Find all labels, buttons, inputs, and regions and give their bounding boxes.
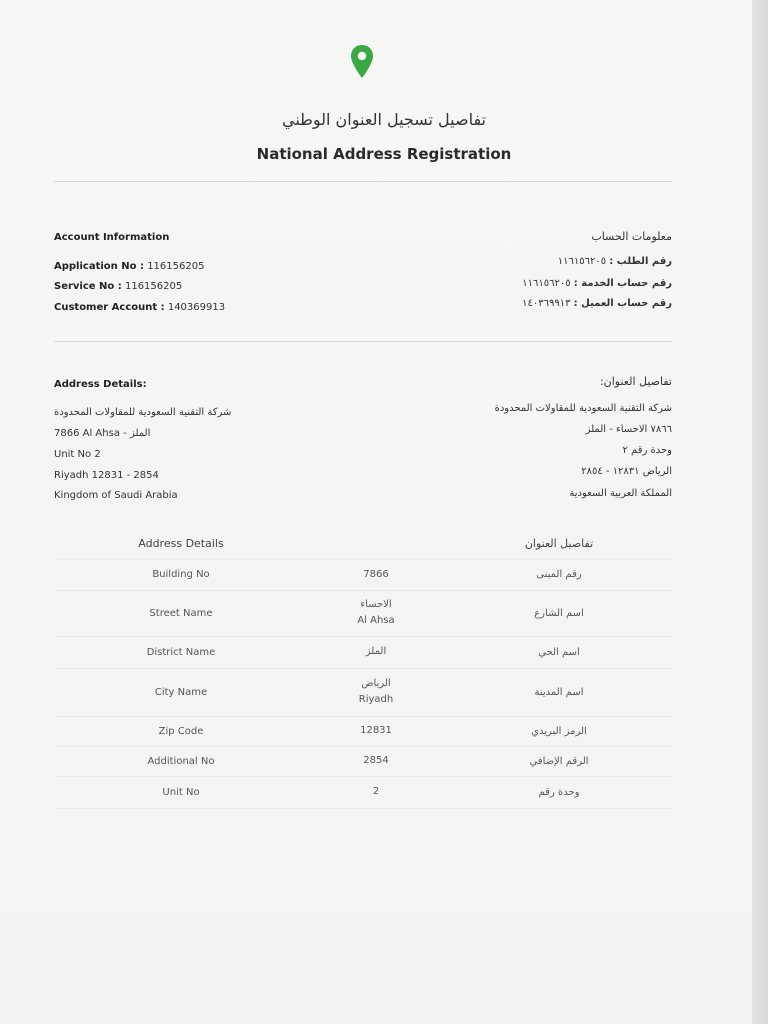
address-line-company-arabic: شركة التقنية السعودية للمقاولات المحدودة [494, 403, 672, 414]
table-row [56, 636, 672, 668]
table-row [56, 559, 672, 590]
divider [54, 341, 672, 342]
page-title: National Address Registration [256, 145, 512, 163]
address-line-country-arabic: المملكة العربية السعودية [569, 488, 672, 499]
row-value-line: Riyadh [358, 694, 394, 705]
row-label-arabic: وحدة رقم [446, 776, 672, 808]
address-heading-arabic: تفاصيل العنوان: [599, 375, 672, 388]
address-line-city-arabic: الرياض ١٢٨٣١ - ٢٨٥٤ [581, 466, 672, 477]
service-no-value: 116156205 [124, 281, 183, 292]
application-no-label-arabic: رقم الطلب : [609, 256, 672, 267]
row-value [306, 668, 446, 716]
application-no-row [54, 261, 204, 272]
table-row [56, 668, 672, 716]
table-row [56, 746, 672, 776]
address-line-country: Kingdom of Saudi Arabia [54, 490, 178, 501]
customer-account-row-arabic [452, 298, 672, 309]
customer-account-label-arabic: رقم حساب العميل : [573, 298, 672, 309]
address-line-street: 7866 Al Ahsa - الملز [54, 428, 151, 439]
table-header-spacer [306, 529, 446, 559]
service-no-label: Service No : [54, 281, 122, 292]
row-label-arabic: الرقم الإضافي [446, 746, 672, 776]
page-title-arabic: تفاصيل تسجيل العنوان الوطني [281, 110, 487, 129]
customer-account-label: Customer Account : [54, 302, 165, 313]
row-value-line: 2 [372, 786, 380, 797]
table-row [56, 590, 672, 636]
location-pin-icon [350, 44, 374, 80]
row-label: City Name [56, 668, 306, 716]
row-label-arabic: اسم الحي [446, 636, 672, 668]
address-line-company: شركة التقنية السعودية للمقاولات المحدودة [54, 407, 232, 418]
application-no-label: Application No : [54, 261, 144, 272]
account-heading: Account Information [54, 232, 170, 243]
table-header-arabic: تفاصيل العنوان [446, 529, 672, 559]
row-label-arabic: اسم المدينة [446, 668, 672, 716]
table-row [56, 716, 672, 746]
application-no-value: 116156205 [147, 261, 205, 272]
customer-account-value-arabic: ١٤٠٣٦٩٩١٣ [522, 298, 571, 309]
row-value-line: 12831 [360, 725, 392, 736]
account-heading-arabic: معلومات الحساب [591, 230, 672, 243]
address-line-city: Riyadh 12831 - 2854 [54, 470, 159, 481]
table-header-english: Address Details [56, 529, 306, 559]
row-value-line: الملز [365, 646, 387, 657]
row-label: Unit No [56, 776, 306, 808]
row-value [306, 636, 446, 668]
service-no-label-arabic: رقم حساب الخدمة : [573, 278, 672, 289]
row-value-line: 2854 [363, 755, 389, 766]
row-label: Additional No [56, 746, 306, 776]
row-value [306, 776, 446, 808]
row-value [306, 559, 446, 590]
address-details-table [56, 529, 672, 809]
row-value-line: الرياض [361, 678, 391, 689]
service-no-row [54, 281, 182, 292]
address-line-unit: Unit No 2 [54, 449, 101, 460]
row-label: Building No [56, 559, 306, 590]
row-label: District Name [56, 636, 306, 668]
row-value [306, 746, 446, 776]
row-label: Zip Code [56, 716, 306, 746]
service-no-row-arabic [452, 278, 672, 289]
row-value-line: Al Ahsa [357, 615, 395, 626]
row-value [306, 590, 446, 636]
row-value [306, 716, 446, 746]
service-no-value-arabic: ١١٦١٥٦٢٠٥ [522, 278, 571, 289]
row-label: Street Name [56, 590, 306, 636]
application-no-row-arabic [452, 256, 672, 267]
row-value-line: 7866 [363, 568, 389, 580]
table-row [56, 776, 672, 808]
address-heading: Address Details: [54, 379, 147, 390]
table-header-row [56, 529, 672, 559]
row-label-arabic: اسم الشارع [446, 590, 672, 636]
row-label-arabic: رقم المبنى [446, 559, 672, 590]
divider [54, 181, 672, 182]
row-value-line: الاحساء [360, 599, 392, 610]
row-label-arabic: الرمز البريدي [446, 716, 672, 746]
customer-account-row [54, 302, 225, 313]
application-no-value-arabic: ١١٦١٥٦٢٠٥ [557, 256, 607, 267]
page-edge [752, 0, 768, 1024]
customer-account-value: 140369913 [167, 302, 226, 313]
address-line-street-arabic: ٧٨٦٦ الاحساء - الملز [585, 424, 672, 435]
address-line-unit-arabic: وحدة رقم ٢ [622, 445, 672, 456]
